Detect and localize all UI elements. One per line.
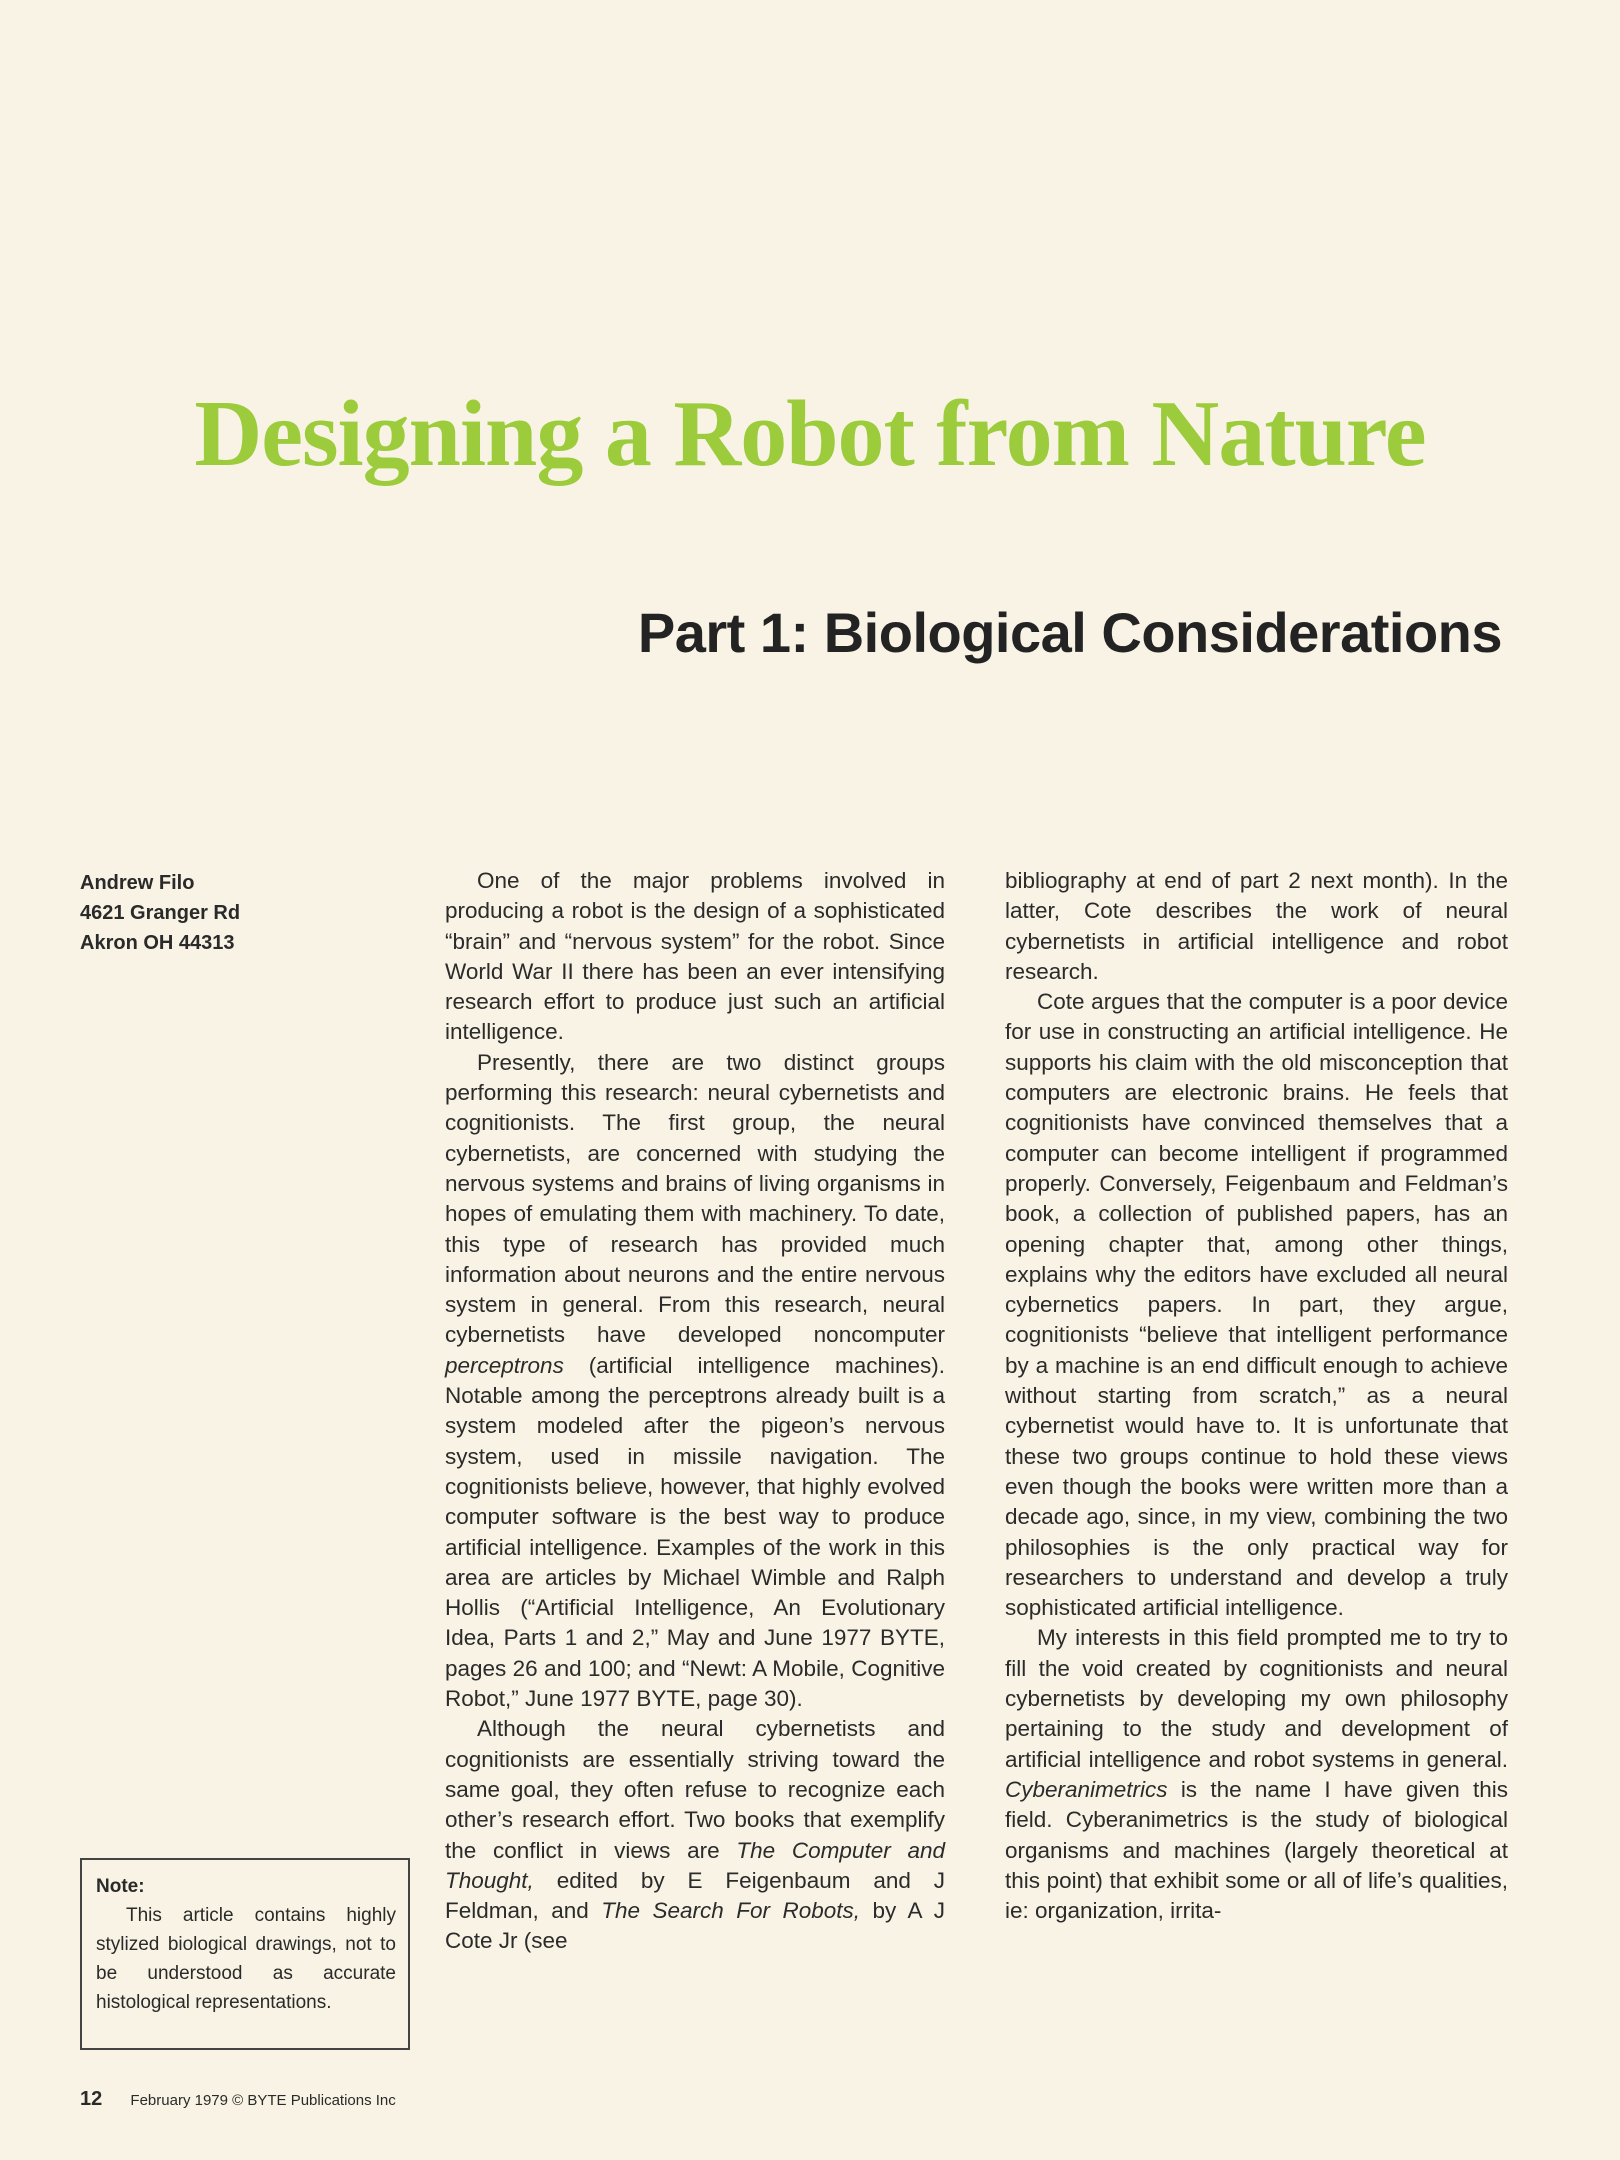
paragraph: Although the neural cybernetists and cognitionists are essentially striving toward the same goal, they often refuse to recognize each other’s research effort. Two books that exemplify the conflict in views are The Computer and Thought, edited by E Feigenbaum and J Feldman, and The Search For Robots, by A J Cote Jr (see — [445, 1716, 945, 1954]
emphasis: Cyberanimetrics — [1005, 1776, 1168, 1802]
author-name: Andrew Filo — [80, 872, 195, 894]
paragraph: My interests in this field prompted me to try to fill the void created by cognitionists and neural cybernetists by developing my own philosophy pertaining to the study and development of artificial intelligence and robot systems in general. Cyberanimetrics is the name I have given this field. Cyberanimetrics is the study of biological organisms and machines (largely theoretical at this point) that exhibit some or all of life’s qualities, ie: organization, irrita- — [1005, 1625, 1508, 1924]
emphasis: perceptrons — [445, 1352, 564, 1378]
book-title: The Computer and Thought, — [445, 1837, 945, 1893]
paragraph: One of the major problems involved in producing a robot is the design of a sophisticated “brain” and “nervous system” for the robot. Since World War II there has been an ever intensifying research effort to produce just such an artificial intelligence. — [445, 868, 945, 1045]
author-street: 4621 Granger Rd — [80, 902, 241, 924]
publication-credit: February 1979 © BYTE Publications Inc — [130, 2092, 396, 2109]
page-footer — [80, 2088, 396, 2111]
author-city: Akron OH 44313 — [80, 932, 235, 954]
paragraph: Cote argues that the computer is a poor device for use in constructing an artificial intelligence. He supports his claim with the old misconception that computers are electronic brains. He feels that cognitionists have convinced themselves that a computer can become intelligent if programmed properly. Conversely, Feigenbaum and Feldman’s book, a collection of published papers, has an opening chapter that, among other things, explains why the editors have excluded all neural cybernetics papers. In part, they argue, cognitionists “believe that intelligent performance by a machine is an end difficult enough to achieve without starting from scratch,” as a neural cybernetist would have to. It is unfortunate that these two groups continue to hold these views even though the books were written more than a decade ago, since, in my view, combining the two philosophies is the only practical way for researchers to understand and develop a truly sophisticated artificial intelligence. — [1005, 989, 1508, 1621]
paragraph: Presently, there are two distinct groups performing this research: neural cybernetists and cognitionists. The first group, the neural cybernetists, are concerned with studying the nervous systems and brains of living organisms in hopes of emulating them with machinery. To date, this type of research has provided much information about neurons and the entire nervous system in general. From this research, neural cybernetists have developed noncomputer perceptrons (artificial intelligence machines). Notable among the perceptrons already built is a system modeled after the pigeon’s nervous system, used in missile navigation. The cognitionists believe, however, that highly evolved computer software is the best way to produce artificial intelligence. Examples of the work in this area are articles by Michael Wimble and Ralph Hollis (“Artificial Intelligence, An Evolutionary Idea, Parts 1 and 2,” May and June 1977 BYTE, pages 26 and 100; and “Newt: A Mobile, Cognitive Robot,” June 1977 BYTE, page 30). — [445, 1049, 945, 1712]
note-heading: Note: — [96, 1876, 145, 1897]
article-title: Designing a Robot from Nature — [194, 382, 1426, 486]
body-column-1 — [445, 866, 945, 1957]
paragraph: bibliography at end of part 2 next month). In the latter, Cote describes the work of neural cybernetists in artificial intelligence and robot research. — [1005, 868, 1508, 984]
article-subtitle: Part 1: Biological Considerations — [637, 601, 1502, 664]
book-title: The Search For Robots, — [601, 1898, 861, 1924]
page-number: 12 — [80, 2088, 103, 2110]
body-column-2 — [1005, 866, 1508, 1926]
note-text: This article contains highly stylized biological drawings, not to be understood as accurate histological representations. — [96, 1905, 396, 2013]
author-block — [80, 868, 240, 958]
note-box — [80, 1858, 410, 2050]
